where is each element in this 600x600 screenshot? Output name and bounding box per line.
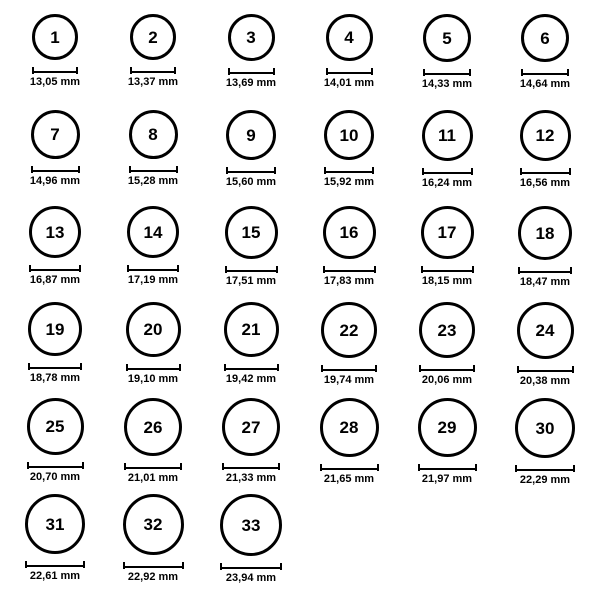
ring-size-cell	[496, 398, 594, 494]
ring-size-number: 7	[50, 125, 60, 144]
ring-size-cell	[104, 302, 202, 398]
measure-bar-icon	[226, 167, 276, 174]
diameter-label: 17,83 mm	[323, 275, 375, 287]
diameter-measure	[419, 365, 475, 386]
ring-circle	[521, 14, 569, 62]
diameter-measure	[321, 365, 377, 386]
ring-circle	[321, 302, 377, 358]
diameter-measure	[517, 366, 574, 387]
diameter-measure	[323, 266, 376, 287]
diameter-measure	[30, 67, 80, 88]
ring-circle	[518, 206, 572, 260]
ring-size-number: 30	[535, 418, 555, 438]
ring-circle	[129, 110, 178, 159]
ring-size-number: 10	[339, 125, 359, 145]
ring-size-cell	[104, 398, 202, 494]
measure-bar-icon	[225, 266, 278, 273]
diameter-measure	[30, 166, 80, 187]
diameter-measure	[222, 463, 280, 484]
measure-bar-icon	[422, 168, 473, 175]
measure-bar-icon	[130, 67, 176, 74]
diameter-label: 21,97 mm	[421, 473, 473, 485]
diameter-label: 21,65 mm	[323, 473, 375, 485]
diameter-label: 18,78 mm	[29, 372, 81, 384]
ring-size-number: 20	[143, 320, 163, 339]
measure-bar-icon	[518, 267, 572, 274]
diameter-label: 18,15 mm	[421, 275, 473, 287]
diameter-label: 22,29 mm	[519, 474, 571, 486]
measure-bar-icon	[521, 69, 569, 76]
ring-size-number: 28	[339, 418, 359, 437]
diameter-label: 22,92 mm	[127, 571, 179, 583]
diameter-label: 14,33 mm	[421, 78, 473, 90]
diameter-measure	[128, 166, 178, 187]
ring-size-cell	[496, 206, 594, 302]
ring-size-cell	[300, 206, 398, 302]
ring-size-number: 11	[438, 126, 456, 145]
diameter-measure	[422, 168, 473, 189]
ring-size-number: 4	[344, 28, 354, 47]
diameter-label: 15,92 mm	[323, 176, 375, 188]
ring-size-number: 21	[241, 320, 261, 339]
ring-size-number: 6	[540, 28, 550, 48]
ring-circle	[123, 494, 184, 555]
measure-bar-icon	[323, 266, 376, 273]
ring-size-cell	[6, 110, 104, 206]
diameter-measure	[123, 562, 184, 583]
ring-circle	[423, 14, 471, 62]
ring-circle	[324, 110, 374, 160]
diameter-measure	[29, 265, 81, 286]
ring-circle	[418, 398, 477, 457]
diameter-label: 19,10 mm	[127, 373, 179, 385]
diameter-label: 19,42 mm	[225, 373, 277, 385]
diameter-measure	[324, 68, 374, 89]
ring-size-cell	[202, 110, 300, 206]
measure-bar-icon	[321, 365, 377, 372]
diameter-measure	[418, 464, 477, 485]
measure-bar-icon	[324, 167, 374, 174]
measure-bar-icon	[220, 563, 282, 570]
measure-bar-icon	[123, 562, 184, 569]
ring-size-cell	[300, 110, 398, 206]
ring-size-number: 27	[241, 417, 261, 437]
ring-size-number: 26	[143, 417, 163, 437]
ring-size-number: 1	[50, 27, 60, 47]
diameter-label: 13,05 mm	[29, 76, 81, 88]
diameter-measure	[220, 563, 282, 584]
diameter-label: 13,69 mm	[225, 77, 277, 89]
ring-size-number: 17	[437, 223, 457, 242]
diameter-label: 14,96 mm	[29, 175, 81, 187]
diameter-measure	[422, 69, 472, 90]
ring-circle	[419, 302, 475, 358]
ring-size-cell	[300, 398, 398, 494]
diameter-label: 23,94 mm	[225, 572, 277, 584]
measure-bar-icon	[515, 465, 575, 472]
ring-circle	[28, 302, 82, 356]
ring-size-number: 19	[45, 319, 65, 339]
diameter-measure	[520, 69, 570, 90]
measure-bar-icon	[129, 166, 178, 173]
measure-bar-icon	[127, 265, 179, 272]
diameter-measure	[128, 67, 178, 88]
ring-size-number: 2	[148, 27, 158, 47]
ring-circle	[127, 206, 179, 258]
diameter-measure	[320, 464, 379, 485]
ring-circle	[517, 302, 574, 359]
ring-size-number: 25	[45, 417, 65, 436]
ring-size-number: 12	[535, 126, 555, 145]
ring-size-cell	[104, 206, 202, 302]
ring-circle	[224, 302, 279, 357]
ring-size-cell	[496, 302, 594, 398]
ring-size-number: 15	[241, 223, 261, 242]
ring-size-grid	[6, 14, 594, 590]
ring-size-cell	[202, 398, 300, 494]
ring-circle	[29, 206, 81, 258]
measure-bar-icon	[320, 464, 379, 471]
ring-size-cell	[300, 14, 398, 110]
measure-bar-icon	[126, 364, 181, 371]
diameter-label: 20,06 mm	[421, 374, 473, 386]
ring-circle	[32, 14, 78, 60]
diameter-measure	[421, 266, 474, 287]
ring-circle	[222, 398, 280, 456]
ring-circle	[323, 206, 376, 259]
ring-size-number: 13	[45, 222, 65, 242]
ring-size-number: 33	[241, 515, 261, 535]
ring-circle	[520, 110, 571, 161]
ring-size-cell	[398, 398, 496, 494]
ring-circle	[220, 494, 282, 556]
diameter-measure	[126, 364, 181, 385]
diameter-measure	[127, 265, 179, 286]
ring-size-number: 16	[339, 223, 359, 242]
ring-circle	[130, 14, 176, 60]
ring-size-cell	[398, 14, 496, 110]
diameter-measure	[27, 462, 84, 483]
diameter-label: 16,24 mm	[421, 177, 473, 189]
diameter-label: 17,51 mm	[225, 275, 277, 287]
ring-size-number: 24	[535, 321, 555, 340]
diameter-measure	[224, 364, 279, 385]
diameter-label: 15,60 mm	[225, 176, 277, 188]
ring-circle	[422, 110, 473, 161]
measure-bar-icon	[423, 69, 471, 76]
ring-circle	[515, 398, 575, 458]
ring-size-cell	[202, 206, 300, 302]
ring-size-number: 18	[535, 223, 555, 243]
measure-bar-icon	[228, 68, 275, 75]
diameter-label: 15,28 mm	[127, 175, 179, 187]
ring-size-cell	[104, 14, 202, 110]
measure-bar-icon	[517, 366, 574, 373]
diameter-label: 17,19 mm	[127, 274, 179, 286]
ring-size-number: 8	[148, 125, 158, 144]
ring-size-cell	[398, 110, 496, 206]
diameter-measure	[25, 561, 85, 582]
diameter-label: 16,87 mm	[29, 274, 81, 286]
ring-circle	[421, 206, 474, 259]
ring-size-cell	[202, 302, 300, 398]
ring-size-number: 31	[45, 514, 65, 534]
diameter-measure	[518, 267, 572, 288]
ring-size-cell	[496, 110, 594, 206]
measure-bar-icon	[28, 363, 82, 370]
ring-circle	[228, 14, 275, 61]
diameter-label: 22,61 mm	[29, 570, 81, 582]
ring-size-cell	[202, 14, 300, 110]
measure-bar-icon	[25, 561, 85, 568]
ring-size-cell	[6, 302, 104, 398]
diameter-measure	[226, 167, 276, 188]
ring-circle	[320, 398, 379, 457]
ring-circle	[225, 206, 278, 259]
ring-size-number: 14	[143, 222, 163, 242]
measure-bar-icon	[124, 463, 182, 470]
diameter-measure	[324, 167, 374, 188]
measure-bar-icon	[418, 464, 477, 471]
measure-bar-icon	[421, 266, 474, 273]
ring-circle	[126, 302, 181, 357]
ring-size-cell	[6, 494, 104, 590]
ring-size-cell	[398, 206, 496, 302]
diameter-label: 19,74 mm	[323, 374, 375, 386]
diameter-measure	[225, 266, 278, 287]
measure-bar-icon	[520, 168, 571, 175]
ring-size-number: 5	[442, 28, 452, 48]
ring-size-number: 22	[339, 320, 359, 340]
ring-size-number: 29	[437, 418, 457, 437]
ring-size-cell	[202, 494, 300, 590]
ring-circle	[124, 398, 182, 456]
ring-size-cell	[104, 494, 202, 590]
diameter-label: 14,01 mm	[323, 77, 375, 89]
ring-circle	[31, 110, 80, 159]
diameter-label: 20,38 mm	[519, 375, 571, 387]
measure-bar-icon	[224, 364, 279, 371]
diameter-measure	[226, 68, 276, 89]
ring-size-cell	[6, 206, 104, 302]
measure-bar-icon	[326, 68, 373, 75]
diameter-measure	[124, 463, 182, 484]
diameter-label: 20,70 mm	[29, 471, 81, 483]
measure-bar-icon	[32, 67, 78, 74]
diameter-label: 21,33 mm	[225, 472, 277, 484]
diameter-label: 21,01 mm	[127, 472, 179, 484]
diameter-measure	[520, 168, 571, 189]
ring-circle	[25, 494, 85, 554]
ring-size-cell	[104, 110, 202, 206]
ring-size-cell	[6, 398, 104, 494]
measure-bar-icon	[31, 166, 80, 173]
ring-size-number: 23	[437, 320, 457, 340]
measure-bar-icon	[419, 365, 475, 372]
diameter-measure	[515, 465, 575, 486]
diameter-label: 16,56 mm	[519, 177, 571, 189]
ring-size-number: 32	[143, 515, 163, 534]
measure-bar-icon	[222, 463, 280, 470]
diameter-label: 13,37 mm	[127, 76, 179, 88]
ring-size-number: 3	[246, 28, 256, 47]
ring-size-cell	[496, 14, 594, 110]
ring-size-cell	[6, 14, 104, 110]
measure-bar-icon	[27, 462, 84, 469]
ring-size-cell	[398, 302, 496, 398]
ring-circle	[326, 14, 373, 61]
measure-bar-icon	[29, 265, 81, 272]
diameter-label: 14,64 mm	[519, 78, 571, 90]
ring-circle	[226, 110, 276, 160]
ring-size-cell	[300, 302, 398, 398]
ring-circle	[27, 398, 84, 455]
ring-size-number: 9	[246, 125, 256, 145]
diameter-measure	[28, 363, 82, 384]
diameter-label: 18,47 mm	[519, 276, 571, 288]
